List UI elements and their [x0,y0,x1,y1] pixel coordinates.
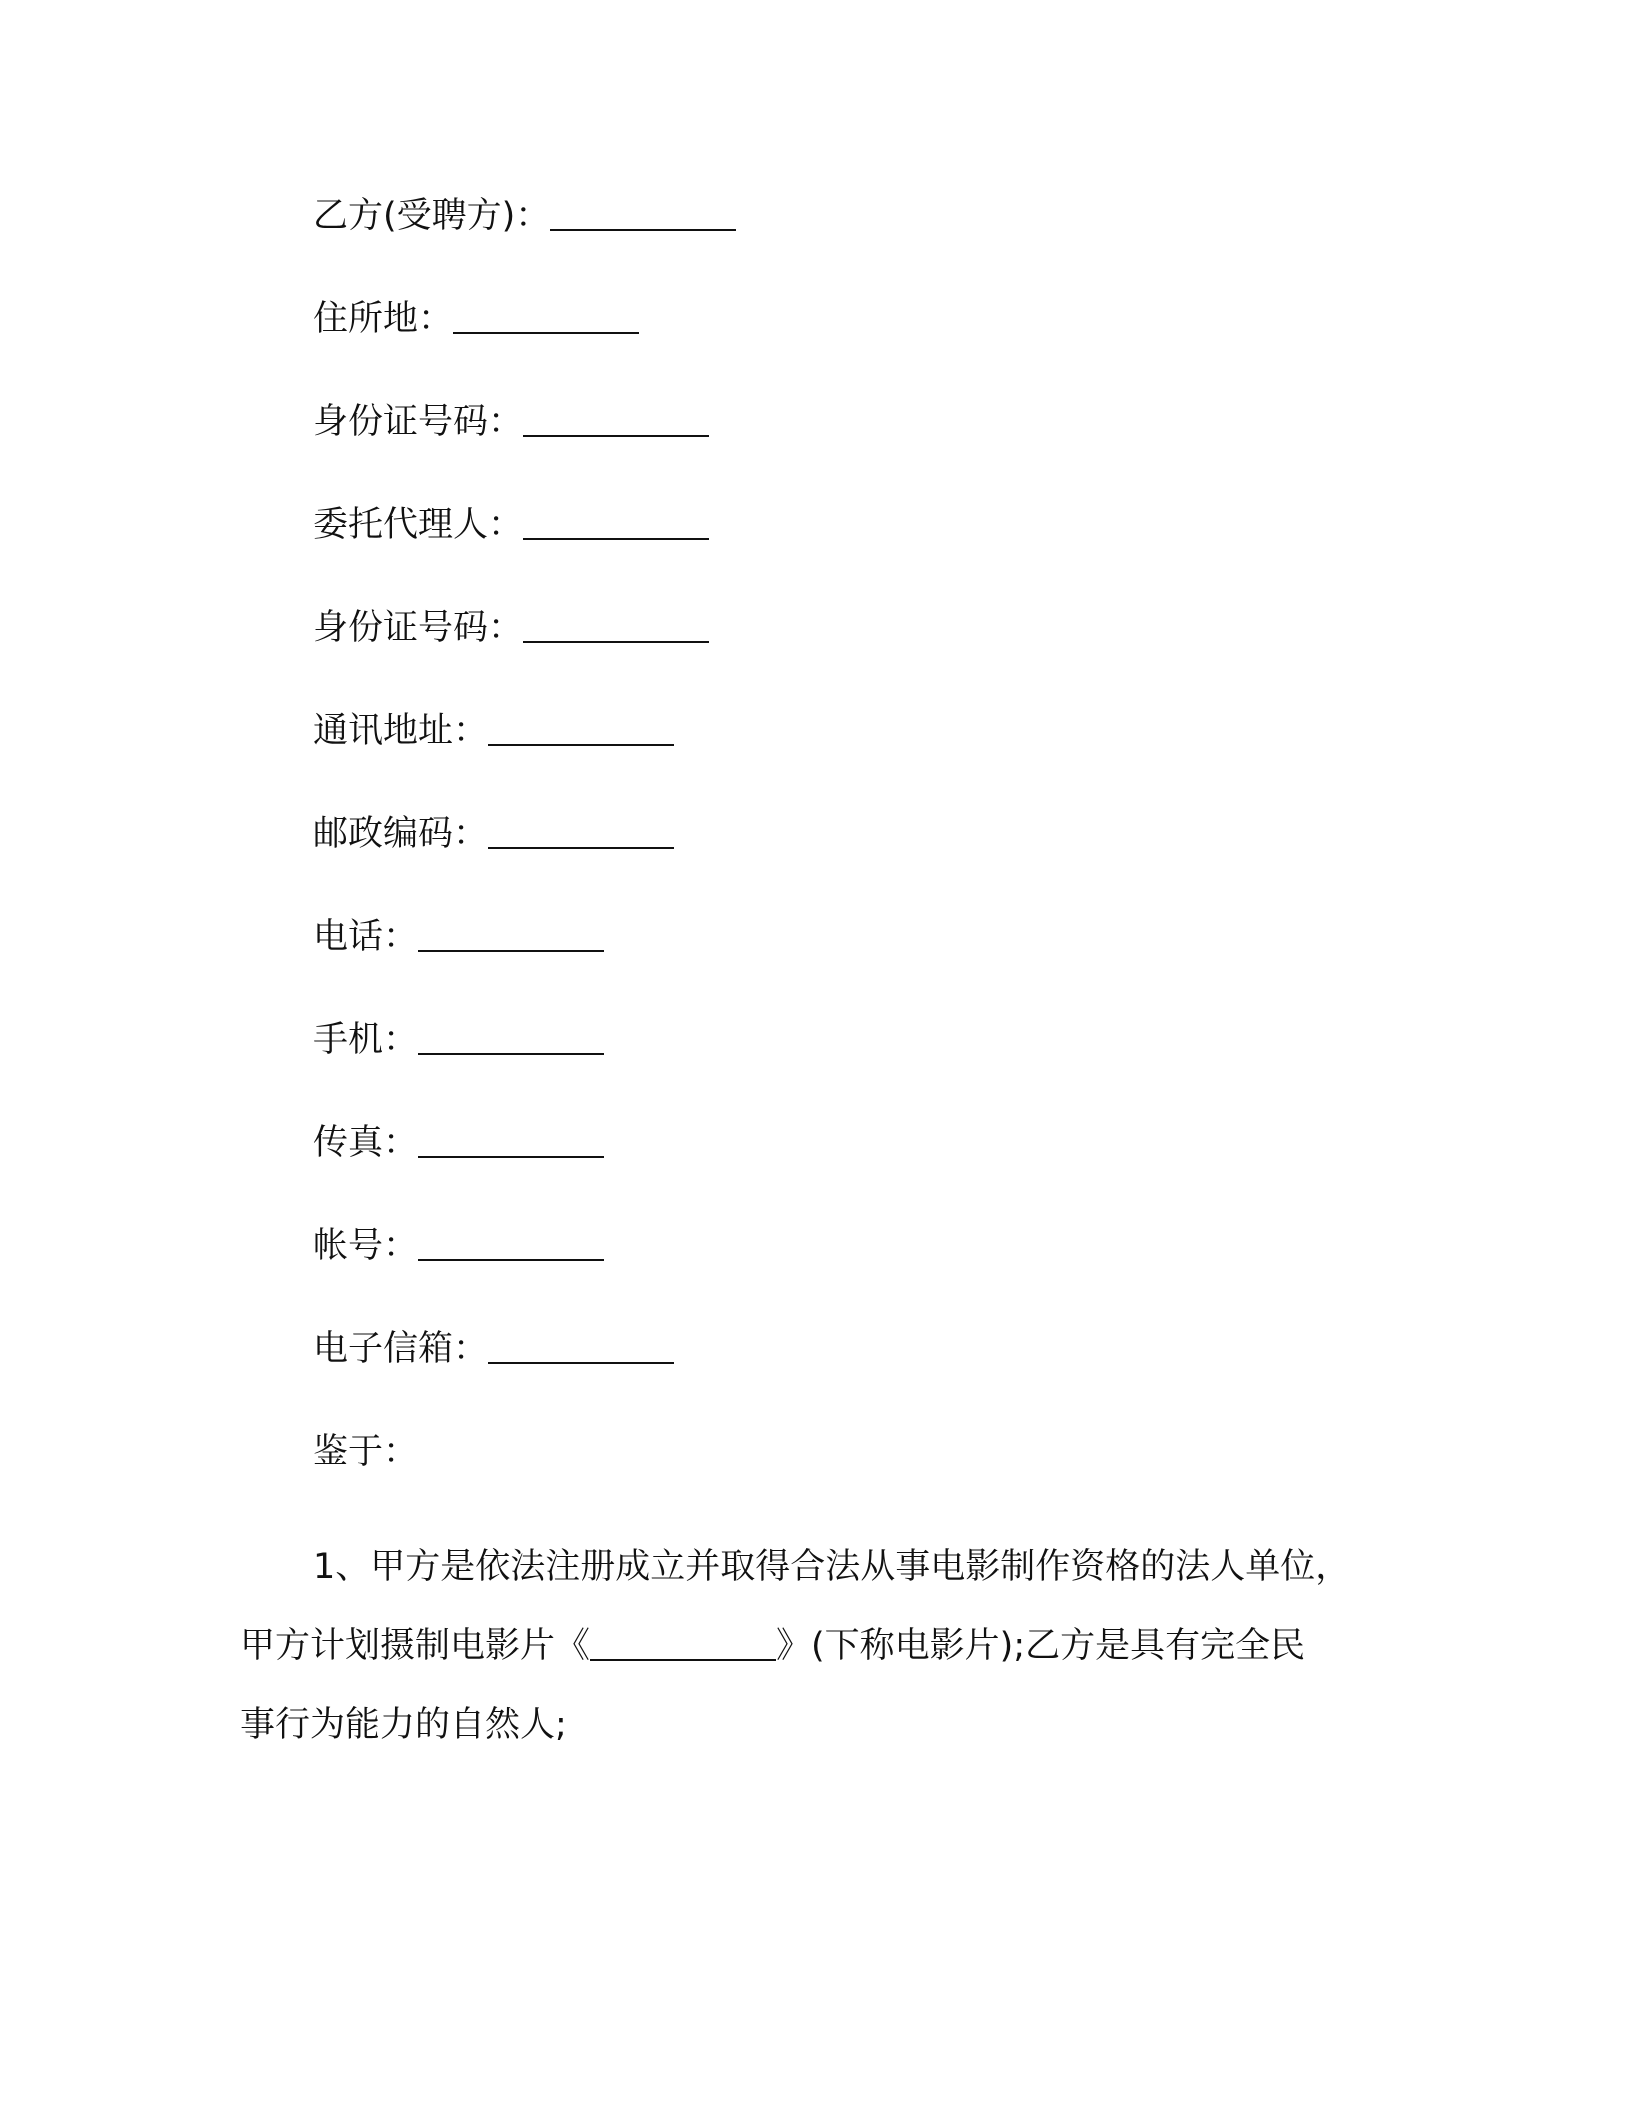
fill-in-blank [418,1116,604,1158]
fill-in-blank [523,395,709,437]
fill-in-blank [418,1013,604,1055]
film-title-blank [590,1619,776,1661]
field-mailing-address [313,703,736,806]
field-phone [313,909,736,1012]
field-label: 身份证号码： [313,608,524,648]
field-label: 身份证号码： [313,402,524,442]
field-agent [313,497,736,600]
fill-in-blank [418,910,604,952]
field-residence [313,291,736,394]
clause-1-line-2-start: 甲方计划摄制电影片《 [240,1626,591,1666]
fill-in-blank [453,292,639,334]
field-label: 邮政编码： [313,814,489,854]
field-label: 委托代理人： [313,505,524,545]
field-label: 电话： [313,917,419,957]
fill-in-blank [523,498,709,540]
fill-in-blank [488,1322,674,1364]
field-label: 住所地： [313,299,454,339]
fill-in-blank [488,807,674,849]
field-label: 电子信箱： [313,1329,489,1369]
fill-in-blank [550,189,736,231]
fill-in-blank [488,704,674,746]
field-email [313,1321,736,1424]
field-party-b [313,188,736,291]
field-label: 乙方(受聘方)： [313,196,551,236]
field-label: 手机： [313,1020,419,1060]
whereas-heading: 鉴于： [313,1432,419,1472]
clause-1-line-1: 1、甲方是依法注册成立并取得合法从事电影制作资格的法人单位， [313,1547,1351,1587]
field-label: 帐号： [313,1226,419,1266]
clause-1-line-3: 事行为能力的自然人; [240,1705,567,1745]
clause-1-line-2 [240,1607,1400,1686]
field-account [313,1218,736,1321]
clause-1-paragraph [240,1528,1400,1765]
field-fax [313,1115,736,1218]
field-id-number [313,394,736,497]
field-postal-code [313,806,736,909]
field-agent-id-number [313,600,736,703]
fill-in-blank [418,1219,604,1261]
field-mobile [313,1012,736,1115]
clause-1-line-2-end: 》(下称电影片);乙方是具有完全民 [776,1626,1306,1666]
fill-in-blank [523,601,709,643]
field-label: 传真： [313,1123,419,1163]
party-b-info-fields [313,188,736,1424]
field-label: 通讯地址： [313,711,489,751]
